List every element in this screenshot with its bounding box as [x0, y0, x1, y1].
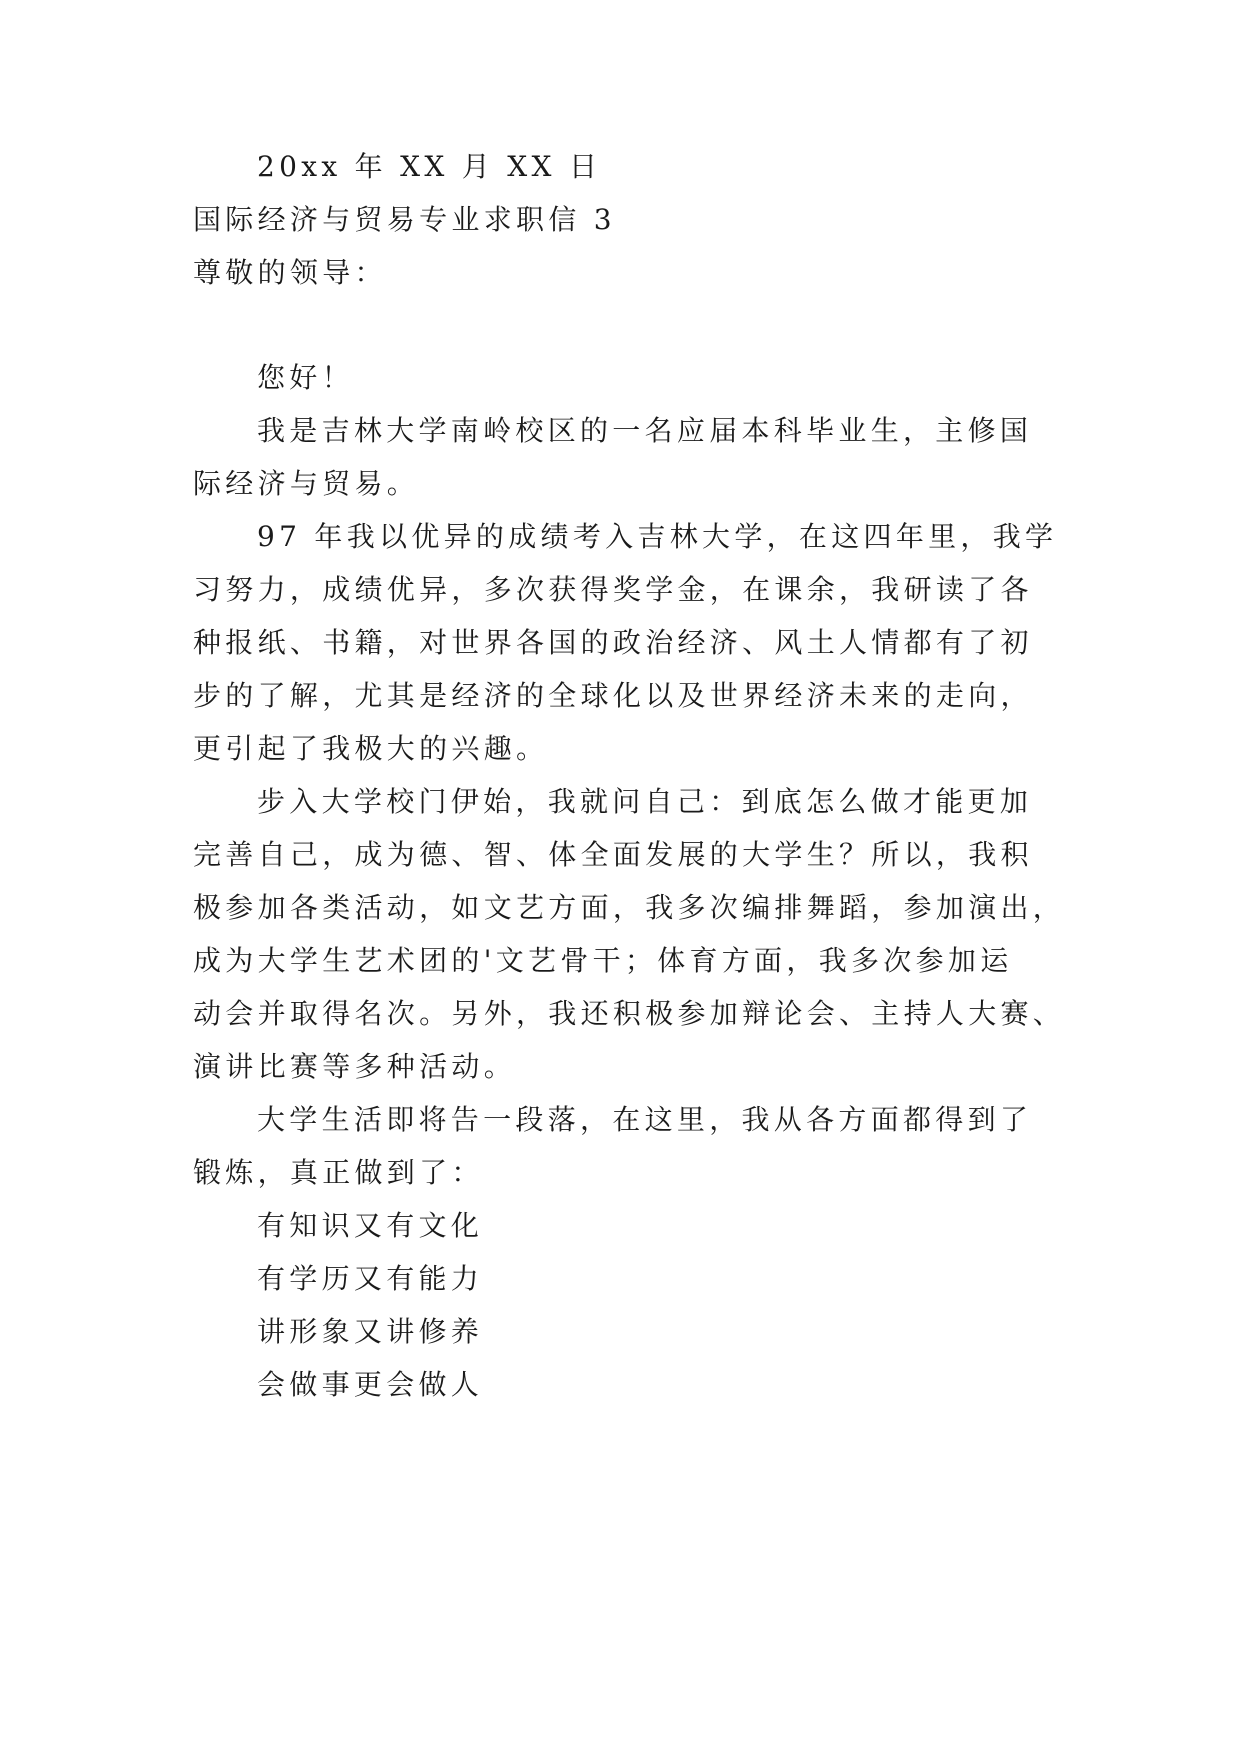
paragraph-3-line-2: 完善自己，成为德、智、体全面发展的大学生？所以，我积 [193, 838, 1033, 871]
letter-greeting: 您好！ [257, 361, 354, 394]
paragraph-3-line-6: 演讲比赛等多种活动。 [193, 1050, 517, 1083]
list-item-3: 讲形象又讲修养 [257, 1315, 484, 1348]
paragraph-3-line-3: 极参加各类活动，如文艺方面，我多次编排舞蹈，参加演出， [193, 891, 1066, 924]
paragraph-4-line-1: 大学生活即将告一段落，在这里，我从各方面都得到了 [257, 1103, 1033, 1136]
paragraph-3-line-1: 步入大学校门伊始，我就问自己：到底怎么做才能更加 [257, 785, 1033, 818]
paragraph-3-line-5: 动会并取得名次。另外，我还积极参加辩论会、主持人大赛、 [193, 997, 1066, 1030]
list-item-1: 有知识又有文化 [257, 1209, 484, 1242]
paragraph-2-line-5: 更引起了我极大的兴趣。 [193, 732, 549, 765]
paragraph-2-line-2: 习努力，成绩优异，多次获得奖学金，在课余，我研读了各 [193, 573, 1033, 606]
paragraph-2-line-3: 种报纸、书籍，对世界各国的政治经济、风土人情都有了初 [193, 626, 1033, 659]
paragraph-3-line-4: 成为大学生艺术团的'文艺骨干；体育方面，我多次参加运 [193, 944, 1013, 977]
letter-date: 20xx 年 XX 月 XX 日 [257, 150, 602, 183]
letter-title: 国际经济与贸易专业求职信 3 [193, 203, 616, 236]
paragraph-2-line-1: 97 年我以优异的成绩考入吉林大学，在这四年里，我学 [257, 520, 1058, 553]
letter-salutation: 尊敬的领导： [193, 256, 387, 289]
list-item-2: 有学历又有能力 [257, 1262, 484, 1295]
paragraph-4-line-2: 锻炼，真正做到了： [193, 1156, 484, 1189]
list-item-4: 会做事更会做人 [257, 1368, 484, 1401]
paragraph-1-line-2: 际经济与贸易。 [193, 467, 420, 500]
paragraph-1-line-1: 我是吉林大学南岭校区的一名应届本科毕业生，主修国 [257, 414, 1033, 447]
paragraph-2-line-4: 步的了解，尤其是经济的全球化以及世界经济未来的走向， [193, 679, 1033, 712]
